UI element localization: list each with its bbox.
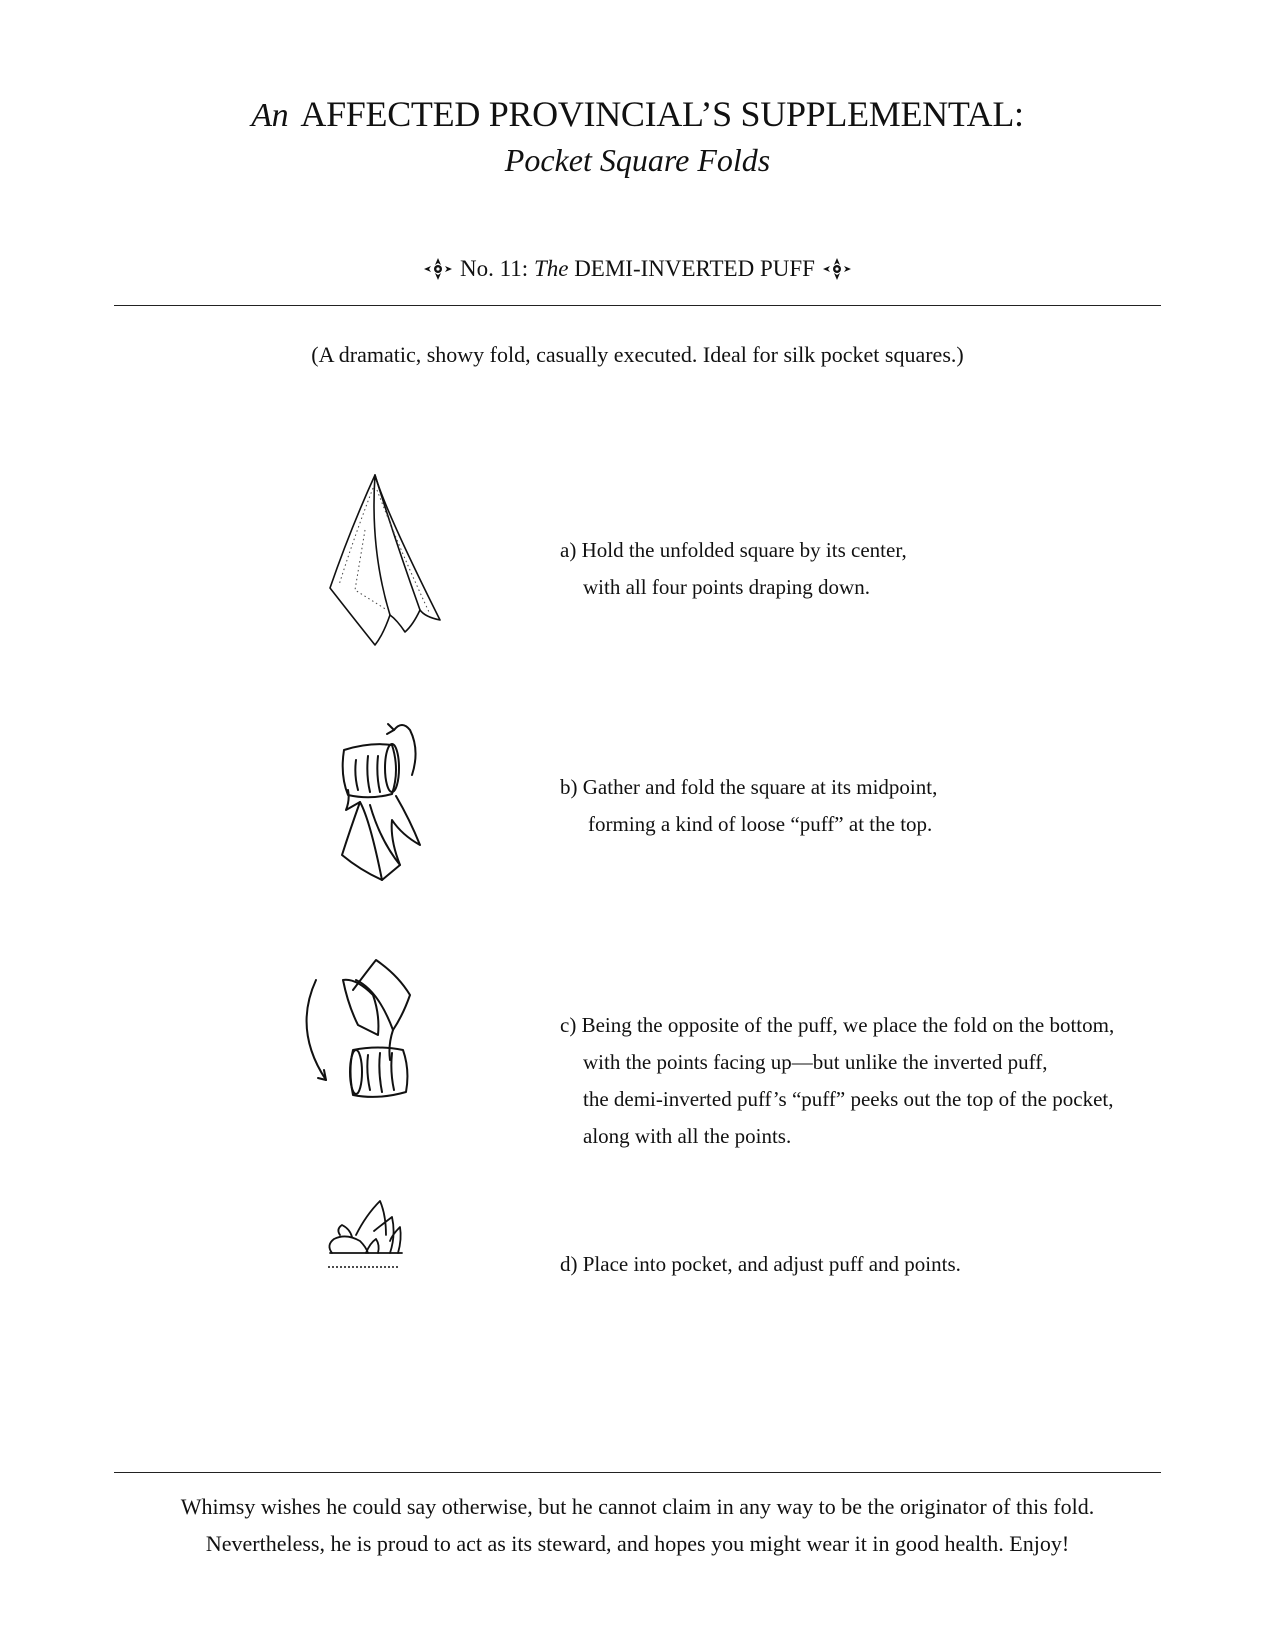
step-c-line-1: c) Being the opposite of the puff, we place the fold on the bottom, xyxy=(560,1013,1115,1037)
heading-number: No. 11: xyxy=(460,256,529,281)
step-b-line-2: forming a kind of loose “puff” at the top. xyxy=(588,812,933,836)
step-d-text xyxy=(560,1246,961,1283)
step-c-line-2: with the points facing up—but unlike the inverted puff, xyxy=(583,1050,1048,1074)
draped-square-illustration xyxy=(325,470,455,650)
step-c-line-4: along with all the points. xyxy=(583,1124,792,1148)
step-b-line-1: b) Gather and fold the square at its midpoint, xyxy=(560,775,938,799)
step-a-text xyxy=(560,532,907,606)
heading-name: DEMI-INVERTED PUFF xyxy=(574,256,815,281)
title-main: AFFECTED PROVINCIAL’S SUPPLEMENTAL: xyxy=(300,94,1024,134)
top-divider xyxy=(114,305,1161,306)
step-c-line-3: the demi-inverted puff’s “puff” peeks out the top of the pocket, xyxy=(583,1087,1114,1111)
fleuron-left-icon xyxy=(422,257,454,281)
fleuron-right-icon xyxy=(821,257,853,281)
title-prefix: An xyxy=(251,97,289,134)
step-a-line-2: with all four points draping down. xyxy=(583,575,870,599)
fold-description: (A dramatic, showy fold, casually executed. Ideal for silk pocket squares.) xyxy=(311,342,964,367)
step-a-line-1: a) Hold the unfolded square by its center, xyxy=(560,538,907,562)
gathered-puff-illustration xyxy=(330,720,440,900)
footer-line-2: Nevertheless, he is proud to act as its steward, and hopes you might wear it in good health. Enjoy! xyxy=(205,1531,1070,1556)
step-c-text xyxy=(560,1007,1114,1155)
footer-note xyxy=(0,1488,1275,1562)
footer-line-1: Whimsy wishes he could say otherwise, but he cannot claim in any way to be the originator of this fold. xyxy=(180,1494,1095,1519)
document-subtitle-script: Pocket Square Folds xyxy=(504,142,771,178)
bottom-divider xyxy=(114,1472,1161,1473)
pocket-placement-illustration xyxy=(326,1195,406,1275)
step-b-text xyxy=(560,769,937,843)
section-heading xyxy=(0,254,1275,284)
inverted-puff-illustration xyxy=(298,950,438,1140)
step-d-line-1: d) Place into pocket, and adjust puff and points. xyxy=(560,1252,961,1276)
document-title xyxy=(0,92,1275,138)
heading-article: The xyxy=(533,256,569,281)
